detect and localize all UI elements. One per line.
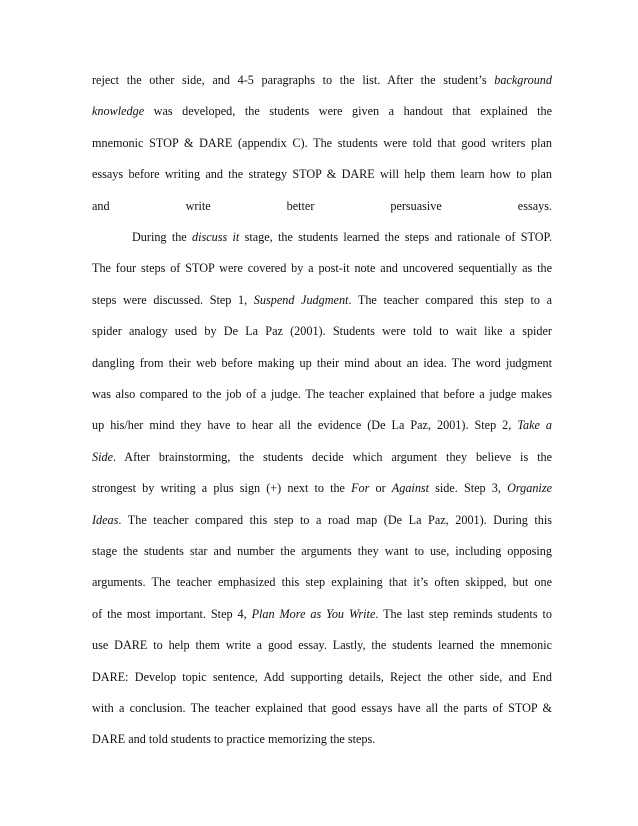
text-line [92, 323, 552, 339]
text-line [92, 574, 552, 590]
italic-text: Suspend Judgment [253, 292, 349, 307]
text-line [92, 480, 552, 496]
text-line [92, 449, 552, 465]
text-run: was developed, the students were given a handout that explained the [144, 104, 552, 119]
text-line [92, 260, 552, 276]
text-line [92, 606, 552, 622]
text-run: During the [132, 230, 193, 244]
text-line [92, 386, 552, 402]
italic-text: background [494, 73, 552, 87]
text-run: and write better persuasive essays. [92, 198, 552, 213]
text-line [92, 292, 552, 308]
text-run: essays before writing and the strategy STOP & DARE will help them learn how to plan [92, 167, 552, 182]
text-run: DARE: Develop topic sentence, Add supporting details, Reject the other side, and End [92, 669, 552, 684]
text-run: dangling from their web before making up their mind about an idea. The word judgment [92, 355, 552, 370]
italic-text: For [351, 481, 370, 496]
italic-text: Take a [517, 418, 552, 433]
text-run: stage the students star and number the arguments they want to use, including opposing [92, 544, 552, 558]
text-line [92, 700, 552, 716]
text-run: was also compared to the job of a judge. The teacher explained that before a judge makes [92, 387, 552, 401]
text-run: up his/her mind they have to hear all the evidence (De La Paz, 2001). Step 2, [92, 418, 518, 433]
text-line [92, 166, 552, 182]
text-run: or [369, 481, 392, 496]
text-line [92, 543, 552, 559]
text-line [92, 669, 552, 685]
text-run: arguments. The teacher emphasized this step explaining that it’s often skipped, but one [92, 575, 552, 590]
italic-text: Side [92, 449, 113, 464]
text-line [132, 229, 552, 245]
text-run: side. Step 3, [429, 481, 508, 496]
text-run: strongest by writing a plus sign (+) next to the [92, 481, 352, 496]
text-line [92, 637, 552, 653]
text-run: stage, the students learned the steps and rationale of STOP. [239, 230, 553, 244]
text-run: use DARE to help them write a good essay. Lastly, the students learned the mnemonic [92, 638, 552, 653]
text-run: reject the other side, and 4-5 paragraphs to the list. After the student’s [92, 73, 495, 87]
italic-text: knowledge [92, 104, 145, 119]
text-line [92, 512, 552, 528]
text-run: . After brainstorming, the students decide which argument they believe is the [112, 449, 552, 464]
text-run: spider analogy used by De La Paz (2001). Students were told to wait like a spider [92, 324, 552, 339]
text-line [92, 198, 552, 214]
text-line [92, 72, 552, 88]
text-line [92, 417, 552, 433]
text-line [92, 731, 552, 747]
text-run: with a conclusion. The teacher explained that good essays have all the parts of STOP & [92, 701, 552, 715]
text-line [92, 103, 552, 119]
text-run: mnemonic STOP & DARE (appendix C). The students were told that good writers plan [92, 135, 552, 150]
text-run: DARE and told students to practice memorizing the steps. [92, 732, 376, 747]
text-run: . The last step reminds students to [375, 606, 552, 621]
italic-text: Against [391, 481, 430, 496]
text-run: of the most important. Step 4, [92, 606, 252, 621]
text-run: The four steps of STOP were covered by a post-it note and uncovered sequentially as the [92, 261, 552, 276]
italic-text: discuss it [192, 230, 240, 244]
italic-text: Organize [507, 481, 552, 496]
italic-text: Plan More as You Write [251, 606, 376, 621]
text-run: steps were discussed. Step 1, [92, 292, 254, 307]
italic-text: Ideas [92, 512, 119, 527]
text-line [92, 355, 552, 371]
text-line [92, 135, 552, 151]
text-run: . The teacher compared this step to a road map (De La Paz, 2001). During this [118, 512, 552, 527]
text-run: . The teacher compared this step to a [348, 292, 552, 307]
